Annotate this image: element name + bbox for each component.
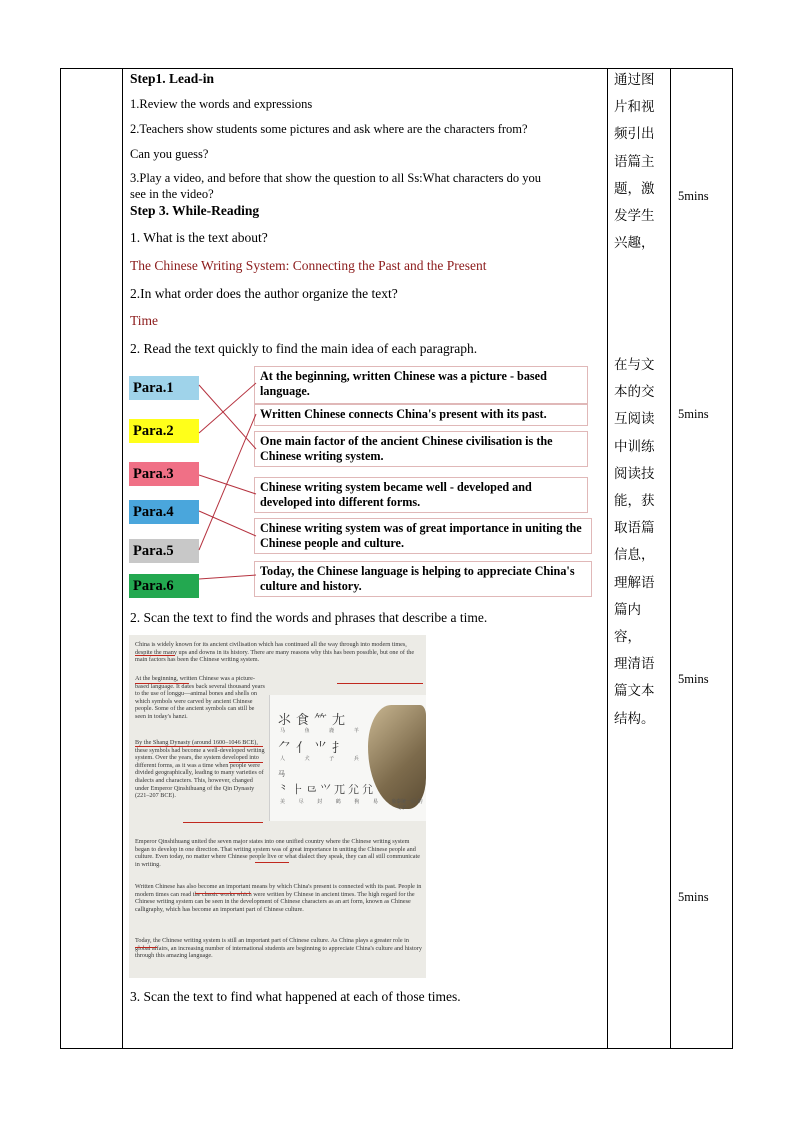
- sentence-box-2: Written Chinese connects China's present with its past.: [254, 404, 588, 426]
- answer-2: Time: [130, 313, 159, 328]
- note-cn-2-line: 能，获: [614, 493, 655, 510]
- match-line-6-6: [199, 575, 256, 579]
- note-cn-2-line: 取语篇: [614, 520, 655, 537]
- question-2: 2.In what order does the author organize the text?: [130, 286, 398, 301]
- underline-mark: [183, 821, 263, 823]
- note-cn-1-line: 频引出: [614, 126, 655, 143]
- para-label-4: Para.4: [129, 500, 199, 524]
- para-label-5: Para.5: [129, 539, 199, 563]
- note-cn-2-line: 篇内容，: [614, 601, 641, 646]
- photo-para-5: Written Chinese has also become an important means by which China's present is connected with its past. People in modern times can read the classic works which were written by Chinese in ancient times. The high regard for the Chinese writing system can be seen in the development of Chinese characters as an art form, known as Chinese calligraphy, which has become an important part of Chinese culture.: [135, 883, 422, 913]
- note-cn-1-line: 通过图: [614, 72, 655, 88]
- time-1: 5mins: [678, 189, 709, 203]
- note-cn-1-line: 语篇主: [614, 153, 655, 170]
- note-cn-2-line: 理解语: [614, 574, 655, 591]
- note-cn-2-line: 信息，: [614, 547, 655, 564]
- photo-para-2: At the beginning, written Chinese was a picture-based language. It dates back several thousand years to the use of longgu—animal bones and shells on which symbols were carved by ancient Chinese people. Some of the ancient symbols can still be seen in today's hanzi.: [135, 675, 265, 720]
- step1-item-1: 1.Review the words and expressions: [130, 97, 313, 111]
- underline-mark: [135, 946, 157, 948]
- oracle-bone-panel: [269, 695, 426, 821]
- question-4: 2. Scan the text to find the words and phrases that describe a time.: [130, 610, 488, 625]
- note-cn-1-line: 片和视: [614, 99, 655, 116]
- time-2: 5mins: [678, 407, 709, 421]
- horse-glyph: 马: [278, 770, 285, 778]
- step1-item-2b: Can you guess?: [130, 147, 209, 161]
- step1-item-2: 2.Teachers show students some pictures and ask where are the characters from?: [130, 122, 528, 136]
- match-line-3-4: [199, 475, 256, 494]
- ancient-glyphs-caption-1: 马 鱼 鹿 羊: [280, 728, 368, 734]
- underline-mark: [337, 682, 423, 684]
- note-cn-2-line: 结构。: [614, 710, 655, 727]
- ancient-glyphs-caption-3: 美 尽 封 鹤 狗 易 象: [280, 799, 403, 805]
- photo-para-4: Emperor Qinshihuang united the seven major states into one unified country where the Chinese writing system began to develop in one direction. That writing system was of great importance in uniting the Chinese people and culture. Even today, no matter where Chinese people live or what dialect they speak, they can all still communicate in writing.: [135, 838, 420, 868]
- underline-mark: [195, 892, 251, 894]
- photo-para-1: China is widely known for its ancient civilisation which has continued all the way through into modern times, despite the many ups and downs in its history. There are many reasons why this has been possible, but one of the main factors has been the Chinese writing system.: [135, 641, 415, 664]
- note-cn-1-line: 发学生: [614, 208, 655, 225]
- note-cn-2-line: 中训练: [614, 438, 655, 455]
- time-4: 5mins: [678, 890, 709, 904]
- qin-caption: 秦统一后 的文字: [396, 799, 423, 811]
- para-label-3: Para.3: [129, 462, 199, 486]
- note-cn-2: [614, 352, 666, 733]
- ancient-glyphs-row-1: ⺢⻝⺮⺐: [278, 713, 351, 728]
- step3-title: Step 3. While-Reading: [130, 203, 260, 218]
- photo-para-6: Today, the Chinese writing system is still an important part of Chinese culture. As China plays a greater role in global affairs, an increasing number of international students are beginning to appreciate China's culture and history through this amazing language.: [135, 937, 422, 960]
- underline-mark: [135, 745, 263, 747]
- underline-mark: [255, 861, 289, 863]
- ancient-glyphs-row-2: ⺈⺅⺌⺘: [278, 741, 351, 756]
- match-line-4-5: [199, 511, 256, 536]
- note-cn-1-line: 兴趣，: [614, 235, 655, 252]
- para-label-2: Para.2: [129, 419, 199, 443]
- ancient-glyphs-caption-2: 人 犬 子 兵: [280, 756, 368, 762]
- question-3: 2. Read the text quickly to find the main idea of each paragraph.: [130, 341, 478, 356]
- note-cn-1-line: 题，激: [614, 180, 655, 197]
- step1-item-3b: see in the video?: [130, 187, 214, 201]
- sentence-box-4: Chinese writing system became well - developed and developed into different forms.: [254, 477, 588, 513]
- note-cn-2-line: 篇文本: [614, 683, 655, 700]
- photo-para-3: By the Shang Dynasty (around 1600–1046 BCE), these symbols had become a well-developed writing system. Over the years, the system developed into different forms, as it was a time when people were divided geographically, leading to many varieties of dialects and characters. This, however, changed under Emperor Qinshihuang of the Qin Dynasty (221–207 BCE).: [135, 739, 265, 800]
- sentence-box-6: Today, the Chinese language is helping to appreciate China's culture and history.: [254, 561, 592, 597]
- sentence-box-1: At the beginning, written Chinese was a picture - based language.: [254, 366, 588, 404]
- question-1: 1. What is the text about?: [130, 230, 268, 245]
- note-cn-1: [614, 67, 666, 257]
- bone-shell-image: [368, 705, 426, 809]
- match-line-1-3: [199, 385, 256, 449]
- step1-title: Step1. Lead-in: [130, 71, 215, 86]
- note-cn-2-line: 互阅读: [614, 411, 655, 428]
- note-cn-2-line: 阅读技: [614, 465, 655, 482]
- note-cn-2-line: 理清语: [614, 656, 655, 673]
- underline-mark: [229, 761, 263, 763]
- question-5: 3. Scan the text to find what happened at each of those times.: [130, 989, 461, 1004]
- sentence-box-5: Chinese writing system was of great importance in uniting the Chinese people and culture.: [254, 518, 592, 554]
- sentence-box-3: One main factor of the ancient Chinese civilisation is the Chinese writing system.: [254, 431, 588, 467]
- underline-mark: [135, 682, 189, 684]
- match-line-5-2: [199, 414, 256, 550]
- time-3: 5mins: [678, 672, 709, 686]
- para-label-6: Para.6: [129, 574, 199, 598]
- note-cn-2-line: 本的交: [614, 384, 655, 401]
- ancient-glyphs-row-3: ⺀⺊⺋⺍⺎⺏⺑: [278, 783, 376, 796]
- para-label-1: Para.1: [129, 376, 199, 400]
- answer-1: The Chinese Writing System: Connecting the Past and the Present: [130, 258, 487, 273]
- textbook-photo: [129, 635, 426, 978]
- underline-mark: [135, 654, 175, 656]
- match-line-2-1: [199, 383, 256, 433]
- note-cn-2-line: 在与文: [614, 357, 655, 373]
- step1-item-3: 3.Play a video, and before that show the question to all Ss:What characters do you: [130, 171, 542, 185]
